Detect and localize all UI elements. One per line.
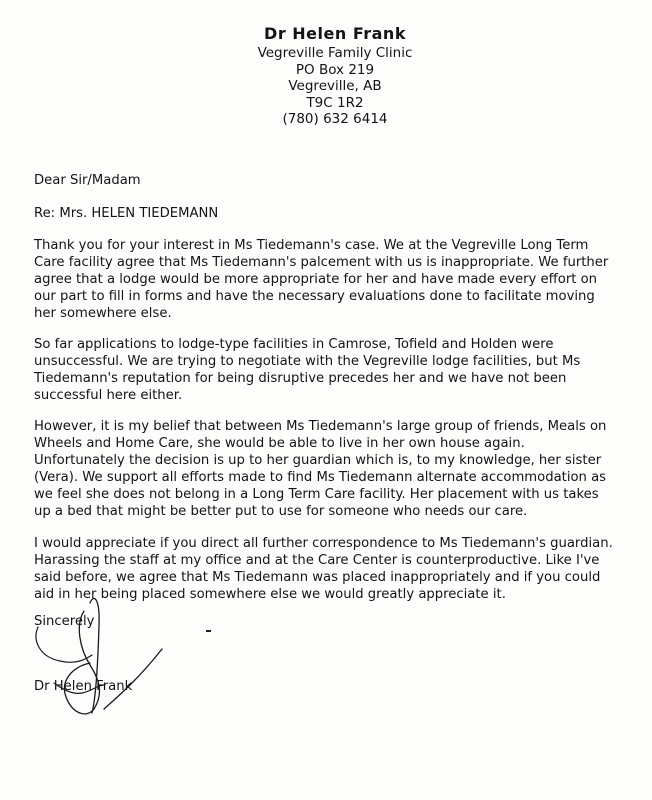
paragraph-line: aid in her being placed somewhere else we would greatly appreciate it.: [34, 587, 506, 602]
paragraph-line: Unfortunately the decision is up to her guardian which is, to my knowledge, her sister: [34, 453, 602, 468]
clinic-name: Vegreville Family Clinic: [257, 45, 413, 61]
paragraph-3: [34, 418, 634, 520]
paragraph-line: successful here either.: [34, 388, 183, 403]
paragraph-line: her somewhere else.: [34, 306, 172, 321]
paragraph-line: we feel she does not belong in a Long Term Care facility. Her placement with us takes: [34, 487, 599, 502]
paragraph-line: (Vera). We support all efforts made to find Ms Tiedemann alternate accommodation as: [34, 470, 607, 485]
stray-mark: [206, 630, 211, 632]
paragraph-line: Harassing the staff at my office and at the Care Center is counterproductive. Like I've: [34, 553, 600, 568]
paragraph-line: unsuccessful. We are trying to negotiate with the Vegreville lodge facilities, but Ms: [34, 354, 581, 369]
re-line: Re: Mrs. HELEN TIEDEMANN: [34, 206, 219, 221]
paragraph-line: Care facility agree that Ms Tiedemann's palcement with us is inappropriate. We further: [34, 255, 609, 270]
signatory-name: Dr Helen Frank: [34, 679, 133, 694]
paragraph-line: Tiedemann's reputation for being disruptive precedes her and we have not been: [34, 371, 567, 386]
paragraph-line: Thank you for your interest in Ms Tiedemann's case. We at the Vegreville Long Term: [34, 238, 589, 253]
letterhead: [200, 24, 470, 128]
paragraph-line: said before, we agree that Ms Tiedemann was placed inappropriately and if you could: [34, 570, 601, 585]
paragraph-line: However, it is my belief that between Ms Tiedemann's large group of friends, Meals on: [34, 419, 607, 434]
paragraph-line: agree that a lodge would be more appropriate for her and have made every effort on: [34, 272, 598, 287]
signature-block: [20, 585, 220, 725]
paragraph-line: So far applications to lodge-type facilities in Camrose, Tofield and Holden were: [34, 337, 554, 352]
paragraph-2: [34, 336, 634, 404]
po-box: PO Box 219: [295, 61, 375, 78]
paragraph-line: I would appreciate if you direct all further correspondence to Ms Tiedemann's guardian.: [34, 536, 613, 551]
paragraph-line: Wheels and Home Care, she would be able to live in her own house again.: [34, 436, 525, 451]
city-province: Vegreville, AB: [288, 78, 382, 94]
phone-number: (780) 632 6414: [282, 111, 388, 127]
handwritten-signature: [20, 585, 220, 725]
paragraph-1: [34, 237, 634, 322]
paragraph-line: our part to fill in forms and have the necessary evaluations done to facilitate moving: [34, 289, 595, 304]
paragraph-line: up a bed that might be better put to use for someone who needs our care.: [34, 504, 528, 519]
closing: Sincerely: [34, 614, 95, 629]
postal-code: T9C 1R2: [306, 94, 364, 111]
salutation: Dear Sir/Madam: [34, 173, 141, 188]
sender-name: Dr Helen Frank: [264, 24, 406, 43]
